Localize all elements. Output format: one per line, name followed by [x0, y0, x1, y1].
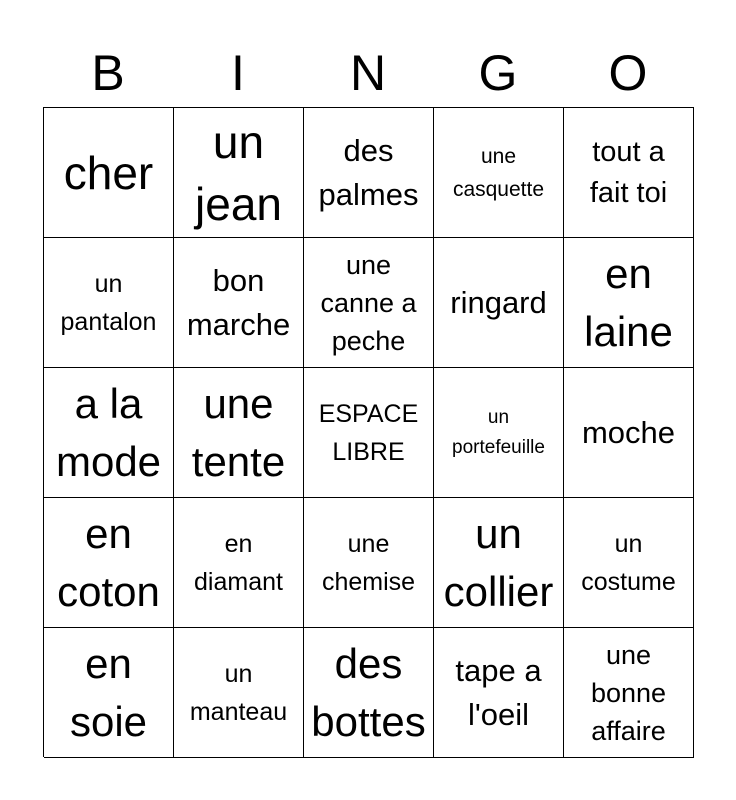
- bingo-cell[interactable]: ringard: [434, 238, 564, 368]
- header-letter-i: I: [231, 45, 245, 101]
- bingo-cell[interactable]: une casquette: [434, 108, 564, 238]
- header-letter-g: G: [478, 45, 518, 101]
- bingo-cell[interactable]: en laine: [564, 238, 694, 368]
- free-space-cell[interactable]: ESPACE LIBRE: [304, 368, 434, 498]
- bingo-board: [43, 107, 694, 757]
- bingo-cell[interactable]: un manteau: [174, 628, 304, 758]
- bingo-cell[interactable]: tape a l'oeil: [434, 628, 564, 758]
- bingo-cell[interactable]: tout a fait toi: [564, 108, 694, 238]
- bingo-cell[interactable]: en diamant: [174, 498, 304, 628]
- bingo-cell[interactable]: des bottes: [304, 628, 434, 758]
- bingo-cell[interactable]: bon marche: [174, 238, 304, 368]
- bingo-cell[interactable]: un jean: [174, 108, 304, 238]
- header-letter-b: B: [91, 45, 125, 101]
- bingo-cell[interactable]: en coton: [44, 498, 174, 628]
- bingo-cell[interactable]: un portefeuille: [434, 368, 564, 498]
- bingo-cell[interactable]: en soie: [44, 628, 174, 758]
- header-letter-n: N: [349, 45, 387, 101]
- bingo-cell[interactable]: moche: [564, 368, 694, 498]
- bingo-cell[interactable]: une chemise: [304, 498, 434, 628]
- bingo-header: [43, 40, 693, 106]
- bingo-cell[interactable]: un costume: [564, 498, 694, 628]
- bingo-cell[interactable]: des palmes: [304, 108, 434, 238]
- bingo-cell[interactable]: une canne a peche: [304, 238, 434, 368]
- bingo-cell[interactable]: une bonne affaire: [564, 628, 694, 758]
- bingo-cell[interactable]: un collier: [434, 498, 564, 628]
- bingo-cell[interactable]: une tente: [174, 368, 304, 498]
- bingo-cell[interactable]: cher: [44, 108, 174, 238]
- bingo-cell[interactable]: un pantalon: [44, 238, 174, 368]
- bingo-cell[interactable]: a la mode: [44, 368, 174, 498]
- header-letter-o: O: [608, 45, 648, 101]
